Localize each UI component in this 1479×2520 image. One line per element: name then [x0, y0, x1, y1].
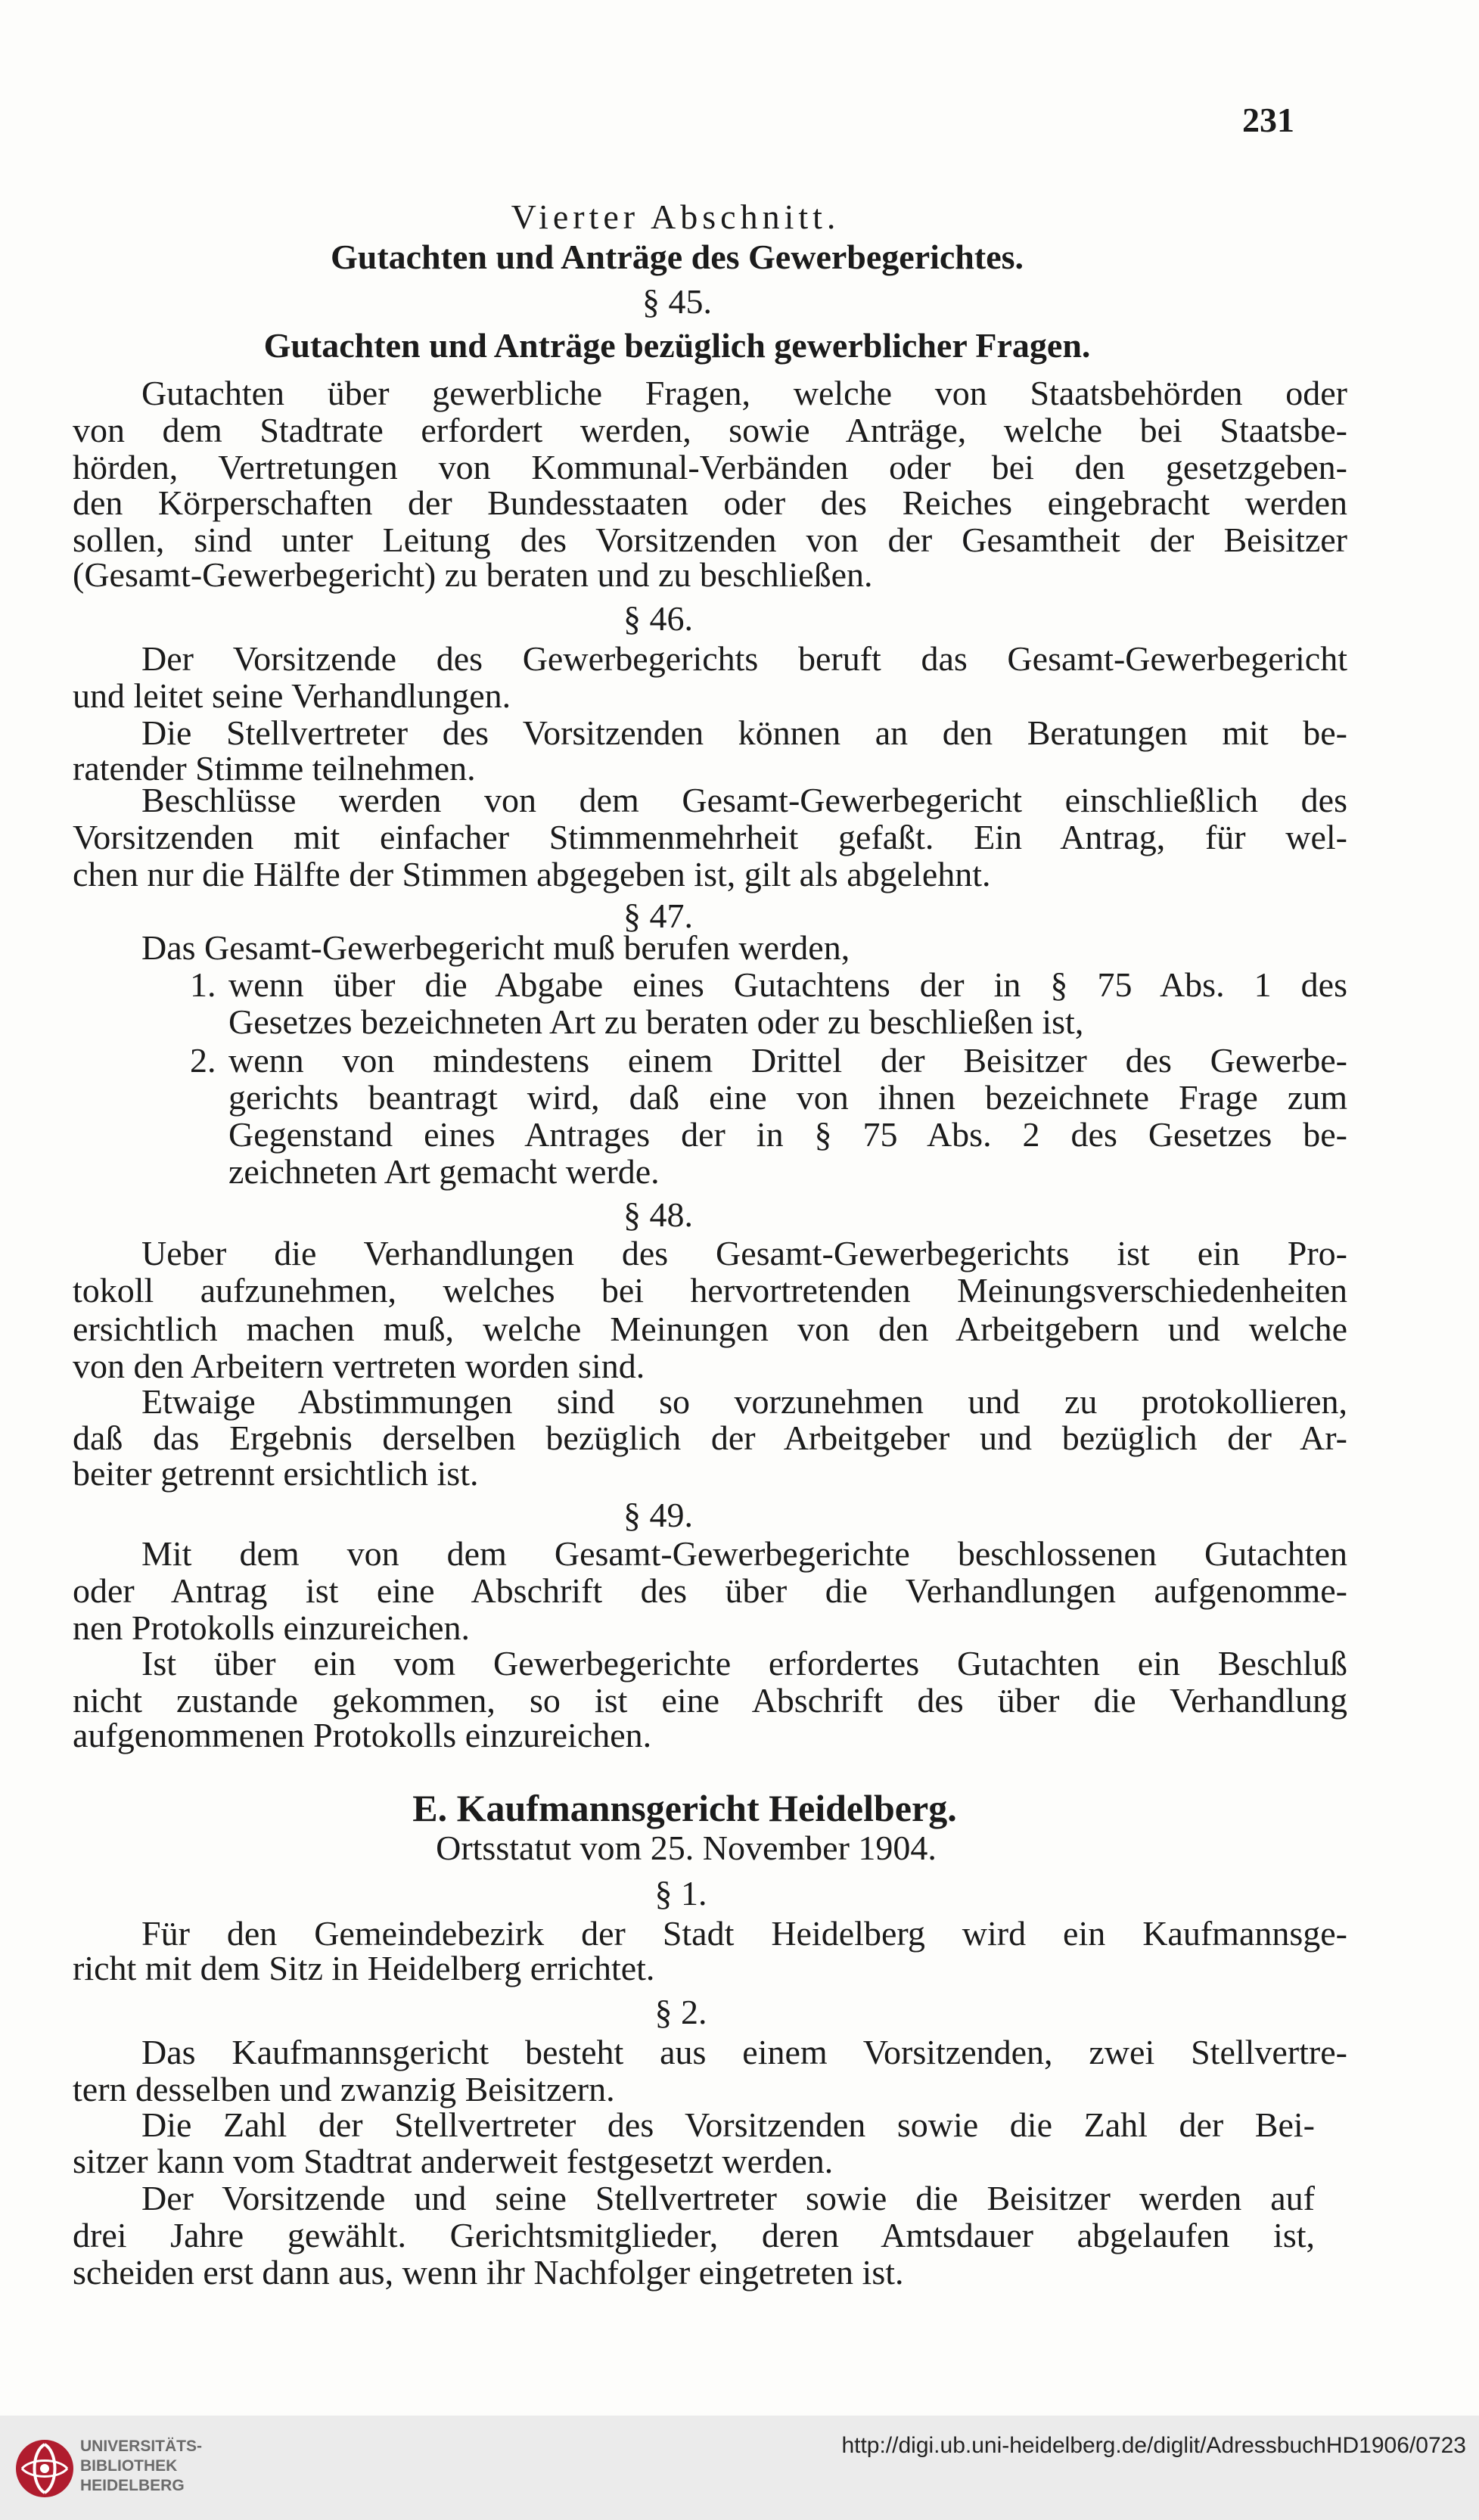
- paragraph-line: Gutachten über gewerbliche Fragen, welche von Staatsbehörden oder: [141, 374, 1347, 412]
- paragraph-line: Vorsitzenden mit einfacher Stimmenmehrheit gefaßt. Ein Antrag, für wel-: [73, 818, 1347, 856]
- paragraph-line: Das Kaufmannsgericht besteht aus einem Vorsitzenden, zwei Stellvertre-: [141, 2033, 1347, 2071]
- paragraph-line: daß das Ergebnis derselben bezüglich der Arbeitgeber und bezüglich der Ar-: [73, 1418, 1347, 1457]
- paragraph-line: beiter getrennt ersichtlich ist.: [73, 1454, 479, 1493]
- section-number: § 45.: [642, 282, 712, 321]
- page-number: 231: [1242, 101, 1294, 139]
- list-item-line: zeichneten Art gemacht werde.: [228, 1152, 660, 1191]
- paragraph-line: ratender Stimme teilnehmen.: [73, 749, 476, 788]
- paragraph-line: Der Vorsitzende und seine Stellvertreter sowie die Beisitzer werden auf: [141, 2179, 1315, 2217]
- paragraph-line: von den Arbeitern vertreten worden sind.: [73, 1347, 645, 1385]
- paragraph-line: drei Jahre gewählt. Gerichtsmitglieder, deren Amtsdauer abgelaufen ist,: [73, 2216, 1315, 2254]
- list-item-line: wenn von mindestens einem Drittel der Beisitzer des Gewerbe-: [228, 1041, 1347, 1080]
- paragraph-line: nicht zustande gekommen, so ist eine Abschrift des über die Verhandlung: [73, 1681, 1347, 1720]
- paragraph-line: hörden, Vertretungen von Kommunal-Verbänden oder bei den gesetzgeben-: [73, 448, 1347, 486]
- paragraph-line: Ueber die Verhandlungen des Gesamt-Gewerbegerichts ist ein Pro-: [141, 1234, 1347, 1272]
- paragraph-line: ersichtlich machen muß, welche Meinungen von den Arbeitgebern und welche: [73, 1310, 1347, 1348]
- paragraph-line: oder Antrag ist eine Abschrift des über die Verhandlungen aufgenomme-: [73, 1571, 1347, 1610]
- list-marker: 1.: [190, 965, 216, 1004]
- library-footer-bar: [0, 2416, 1479, 2520]
- part-title: Gutachten und Anträge des Gewerbegerichtes.: [330, 238, 1024, 276]
- paragraph-line: richt mit dem Sitz in Heidelberg errichtet.: [73, 1949, 655, 1987]
- list-item-line: Gesetzes bezeichneten Art zu beraten oder zu beschließen ist,: [228, 1002, 1084, 1041]
- library-name: [80, 2437, 202, 2496]
- paragraph-line: Für den Gemeindebezirk der Stadt Heidelberg wird ein Kaufmannsge-: [141, 1914, 1347, 1953]
- paragraph-line: chen nur die Hälfte der Stimmen abgegeben ist, gilt als abgelehnt.: [73, 855, 991, 893]
- section-number: § 46.: [623, 599, 693, 638]
- list-item-line: Gegenstand eines Antrages der in § 75 Abs. 2 des Gesetzes be-: [228, 1115, 1347, 1154]
- list-item-line: gerichts beantragt wird, daß eine von ihnen bezeichnete Frage zum: [228, 1078, 1347, 1117]
- section-number: § 1.: [654, 1874, 707, 1913]
- section-number: § 49.: [623, 1496, 693, 1534]
- paragraph-line: Die Zahl der Stellvertreter des Vorsitzenden sowie die Zahl der Bei-: [141, 2105, 1315, 2144]
- list-marker: 2.: [190, 1041, 216, 1080]
- library-emblem-icon: [14, 2438, 75, 2499]
- paragraph-line: Ist über ein vom Gewerbegerichte erfordertes Gutachten ein Beschluß: [141, 1644, 1347, 1683]
- paragraph-line: Beschlüsse werden von dem Gesamt-Gewerbegericht einschließlich des: [141, 781, 1347, 819]
- paragraph-line: Etwaige Abstimmungen sind so vorzunehmen und zu protokollieren,: [141, 1382, 1347, 1421]
- library-name-line: UNIVERSITÄTS-: [80, 2438, 203, 2455]
- chapter-subtitle: Ortsstatut vom 25. November 1904.: [436, 1829, 937, 1867]
- section-number: § 47.: [623, 896, 693, 935]
- paragraph-line: aufgenommenen Protokolls einzureichen.: [73, 1716, 652, 1754]
- paragraph-line: tokoll aufzunehmen, welches bei hervortretenden Meinungsverschiedenheiten: [73, 1271, 1347, 1310]
- paragraph-line: Der Vorsitzende des Gewerbegerichts beruft das Gesamt-Gewerbegericht: [141, 639, 1347, 678]
- part-heading: Vierter Abschnitt.: [511, 197, 840, 236]
- paragraph-line: den Körperschaften der Bundesstaaten oder des Reiches eingebracht werden: [73, 483, 1347, 522]
- paragraph-line: (Gesamt-Gewerbegericht) zu beraten und zu beschließen.: [73, 555, 873, 594]
- source-url: http://digi.ub.uni-heidelberg.de/diglit/AdressbuchHD1906/0723: [841, 2433, 1466, 2458]
- library-name-line: BIBLIOTHEK: [80, 2457, 178, 2475]
- list-item-line: wenn über die Abgabe eines Gutachtens der in § 75 Abs. 1 des: [228, 965, 1347, 1004]
- paragraph-line: sitzer kann vom Stadtrat anderweit festgesetzt werden.: [73, 2142, 834, 2180]
- paragraph-line: scheiden erst dann aus, wenn ihr Nachfolger eingetreten ist.: [73, 2253, 904, 2292]
- library-name-line: HEIDELBERG: [80, 2477, 185, 2494]
- paragraph-line: Das Gesamt-Gewerbegericht muß berufen werden,: [141, 928, 850, 967]
- section-number: § 48.: [623, 1195, 693, 1234]
- paragraph-line: und leitet seine Verhandlungen.: [73, 676, 511, 715]
- section-title: Gutachten und Anträge bezüglich gewerblicher Fragen.: [263, 326, 1091, 365]
- section-number: § 2.: [654, 1993, 707, 2031]
- paragraph-line: nen Protokolls einzureichen.: [73, 1608, 471, 1647]
- paragraph-line: Mit dem von dem Gesamt-Gewerbegerichte beschlossenen Gutachten: [141, 1534, 1347, 1573]
- paragraph-line: tern desselben und zwanzig Beisitzern.: [73, 2070, 615, 2108]
- paragraph-line: von dem Stadtrate erfordert werden, sowie Anträge, welche bei Staatsbe-: [73, 411, 1347, 449]
- chapter-title: E. Kaufmannsgericht Heidelberg.: [412, 1787, 957, 1829]
- paragraph-line: Die Stellvertreter des Vorsitzenden können an den Beratungen mit be-: [141, 713, 1347, 752]
- paragraph-line: sollen, sind unter Leitung des Vorsitzenden von der Gesamtheit der Beisitzer: [73, 520, 1347, 559]
